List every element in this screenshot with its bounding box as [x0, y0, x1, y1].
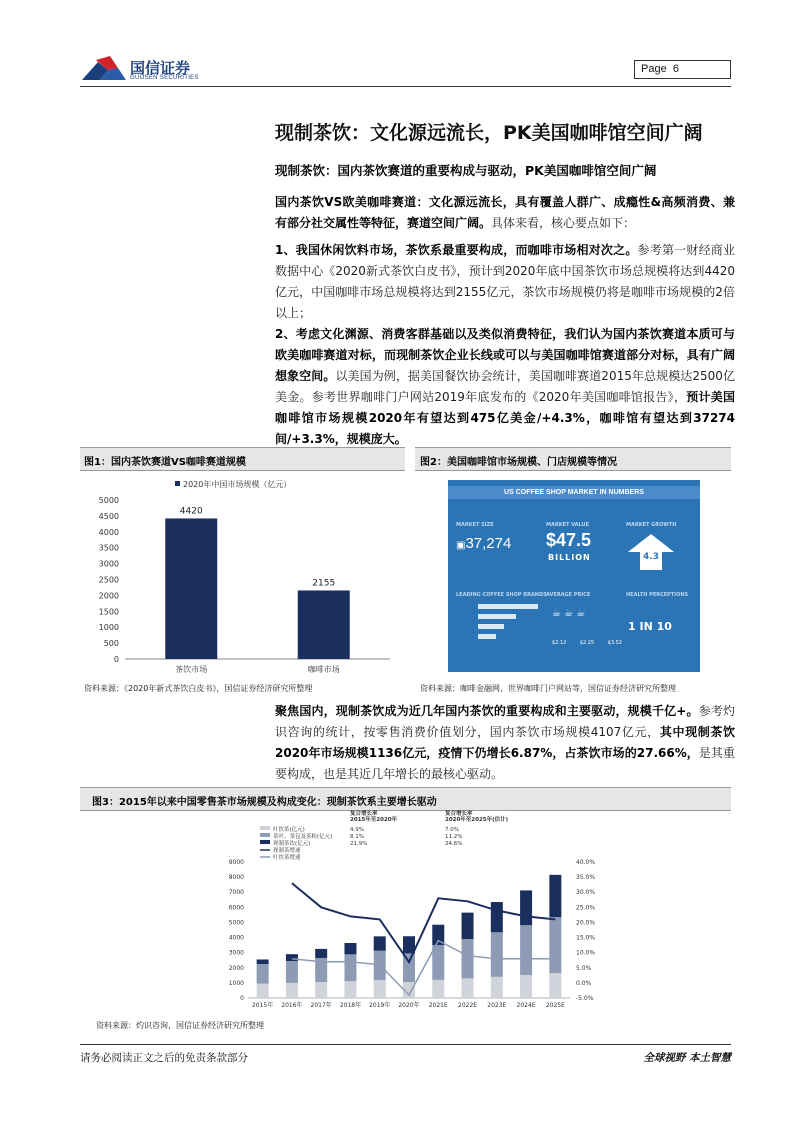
stack-bar-0-3 — [344, 981, 356, 998]
health-label: HEALTH PERCEPTIONS — [626, 592, 689, 598]
legend-label-1: 茶叶、茶包及茶粉(亿元) — [273, 834, 333, 840]
stack-bar-1-6 — [432, 945, 444, 980]
brand-bar-2 — [478, 614, 516, 619]
x-tick-label: 2024E — [516, 1002, 536, 1009]
cagr-value: 24.6% — [445, 841, 463, 847]
y-tick-label: 2500 — [98, 575, 119, 585]
header-rule — [80, 86, 731, 87]
y-tick-label: 2000 — [228, 964, 244, 972]
growth-line-4 — [292, 941, 556, 995]
y-tick-label: 5000 — [228, 919, 244, 927]
fig1-source: 资料来源：《2020年新式茶饮白皮书》，国信证券经济研究所整理 — [84, 684, 313, 693]
y-tick-label: 9000 — [228, 859, 244, 866]
y2-tick-label: 35.0% — [576, 874, 596, 882]
size-value: ▣37,274 — [456, 535, 512, 552]
stack-bar-2-3 — [344, 943, 356, 954]
cagr-value: 4.9% — [350, 827, 364, 833]
stack-bar-1-9 — [520, 925, 532, 975]
value-label: MARKET VALUE — [546, 522, 590, 528]
value-amount: $47.5 — [546, 530, 592, 550]
growth-line-3 — [292, 883, 556, 962]
size-label: MARKET SIZE — [456, 522, 494, 528]
stack-bar-1-7 — [462, 939, 474, 978]
point-1-paragraph: 1、我国休闲饮料市场，茶饮系最重要构成，而咖啡市场相对次之。参考第一财经商业数据中心《2020新式茶饮白皮书》，预计到2020年底中国茶饮市场总规模将达到4420亿元，中国咖啡市场总规模将达到2155亿元，茶饮市场规模仍将是咖啡市场规模的2倍以上； — [275, 243, 735, 320]
price-label: AVERAGE PRICE — [546, 592, 591, 598]
y-tick-label: 5000 — [98, 496, 119, 505]
y-tick-label: 0 — [113, 655, 119, 664]
bar-1 — [298, 590, 350, 659]
bar-value-label: 2155 — [312, 578, 336, 589]
fig3-caption: 图3：2015年以来中国零售茶市场规模及构成变化：现制茶饮系主要增长驱动 — [92, 797, 437, 808]
y-tick-label: 4000 — [228, 934, 244, 942]
y-tick-label: 4000 — [98, 527, 119, 537]
cagr-value: 8.1% — [350, 834, 364, 840]
guosen-logo-icon — [80, 54, 128, 84]
price-values: $2.12 $2.25 $3.52 — [552, 640, 622, 646]
y-tick-label: 1500 — [98, 607, 119, 617]
section-subtitle: 现制茶饮：国内茶饮赛道的重要构成与驱动，PK美国咖啡馆空间广阔 — [275, 163, 657, 178]
fig1-caption: 图1：国内茶饮赛道VS咖啡赛道规模 — [84, 457, 246, 468]
stack-bar-0-10 — [549, 973, 561, 998]
stack-bar-0-0 — [257, 984, 269, 998]
point-2-paragraph: 2、考虑文化渊源、消费客群基础以及类似消费特征，我们认为国内茶饮赛道本质可与欧美咖啡赛道对标，而现制茶饮企业长线或可以与美国咖啡馆赛道部分对标，具有广阔想象空间。以美国为例，据美国餐饮协会统计，美国咖啡赛道2015年总规模达2500亿美金。参考世界咖啡门户网站2019年底发布的《2020年美国咖啡馆报告》，预计美国咖啡馆市场规模2020年有望达到475亿美金/+4.3%，咖啡馆有望达到37274间/+3.3%，规模庞大。 — [275, 327, 735, 446]
legend-swatch — [175, 481, 180, 486]
bar-value-label: 4420 — [179, 506, 203, 517]
y2-tick-label: 20.0% — [576, 919, 596, 927]
y-tick-label: 8000 — [228, 874, 244, 882]
y2-tick-label: 30.0% — [576, 889, 596, 897]
stack-bar-2-10 — [549, 875, 561, 917]
cup-icons: ☕ ☕ ☕ — [552, 608, 586, 619]
stack-bar-2-7 — [462, 913, 474, 939]
y-tick-label: 3000 — [228, 949, 244, 957]
y-tick-label: 0 — [240, 995, 244, 1002]
x-tick-label: 2021E — [428, 1002, 448, 1009]
legend-label: 2020年中国市场规模（亿元） — [183, 480, 292, 489]
legend-swatch-2 — [260, 840, 270, 844]
x-tick-label: 2019年 — [369, 1002, 391, 1009]
fig1-chart — [80, 472, 405, 677]
logo-cn: 国信证券 — [130, 60, 191, 77]
legend-label-4: 叶饮茶增速 — [273, 855, 301, 861]
stack-bar-0-4 — [374, 980, 386, 998]
logo — [80, 54, 210, 84]
logo-en: GUOSEN SECURITIES — [130, 75, 199, 81]
y-tick-label: 7000 — [228, 889, 244, 897]
cagr-header-1: 复合增长率 — [350, 811, 378, 817]
footer-rule — [80, 1044, 731, 1045]
fig3-chart — [210, 810, 620, 1015]
stack-bar-1-1 — [286, 961, 298, 983]
stack-bar-2-8 — [491, 902, 503, 932]
stack-bar-0-8 — [491, 977, 503, 998]
stack-bar-1-8 — [491, 932, 503, 977]
y-tick-label: 1000 — [228, 979, 244, 987]
legend-label-0: 叶饮茶(亿元) — [273, 827, 305, 833]
focus-paragraph: 聚焦国内，现制茶饮成为近几年国内茶饮的重要构成和主要驱动，规模千亿+。参考灼识咨询的统计，按零售消费价值划分，国内茶饮市场规模4107亿元，其中现制茶饮2020年市场规模1136亿元，疫情下仍增长6.87%，占茶饮市场的27.66%，是其重要构成，也是其近几年增长的最核心驱动。 — [275, 704, 735, 781]
stack-bar-2-2 — [315, 949, 327, 958]
cagr-header-2b: 2020年至2025年(估计) — [445, 817, 509, 823]
stack-bar-1-10 — [549, 917, 561, 973]
y-tick-label: 1000 — [98, 623, 119, 633]
stack-bar-1-3 — [344, 954, 356, 981]
growth-label: MARKET GROWTH — [626, 522, 677, 528]
legend-label-2: 现制茶饮(亿元) — [273, 841, 311, 847]
stack-bar-0-7 — [462, 978, 474, 998]
cagr-value: 21.9% — [350, 841, 368, 847]
y-tick-label: 3500 — [98, 543, 119, 553]
y-tick-label: 4500 — [98, 511, 119, 521]
y-tick-label: 3000 — [98, 559, 119, 569]
growth-value: 4.3 — [643, 552, 659, 562]
brand-bar-4 — [478, 634, 496, 639]
cagr-value: 7.0% — [445, 827, 459, 833]
legend-swatch-0 — [260, 826, 270, 830]
y2-tick-label: 0.0% — [576, 979, 592, 987]
stack-bar-2-1 — [286, 954, 298, 961]
cagr-header-2: 复合增长率 — [445, 811, 473, 817]
stack-bar-0-9 — [520, 975, 532, 998]
y2-tick-label: 5.0% — [576, 964, 592, 972]
y-tick-label: 6000 — [228, 904, 244, 912]
stack-bar-0-6 — [432, 980, 444, 998]
brand-bar-3 — [478, 624, 504, 629]
fig3-source: 资料来源：灼识咨询，国信证券经济研究所整理 — [96, 1021, 264, 1030]
y2-tick-label: 40.0% — [576, 859, 596, 866]
stack-bar-0-2 — [315, 982, 327, 998]
y2-tick-label: 10.0% — [576, 949, 596, 957]
x-tick-label: 2020年 — [398, 1002, 420, 1009]
x-tick-label: 2015年 — [251, 1002, 274, 1009]
us-coffee-infographic — [448, 480, 700, 672]
page-number: 6 — [672, 63, 679, 75]
x-tick-label: 2025E — [545, 1002, 565, 1009]
page-title: 现制茶饮：文化源远流长，PK美国咖啡馆空间广阔 — [275, 122, 703, 144]
y2-tick-label: 15.0% — [576, 934, 596, 942]
y-tick-label: 500 — [103, 639, 119, 649]
x-tick-label: 2017年 — [310, 1002, 332, 1009]
y-tick-label: 2000 — [98, 591, 119, 601]
infographic-banner: US COFFEE SHOP MARKET IN NUMBERS — [448, 486, 700, 499]
x-tick-label: 2022E — [458, 1002, 478, 1009]
footer-slogan: 全球视野 本土智慧 — [643, 1052, 731, 1064]
bar-0 — [165, 518, 217, 659]
intro-paragraph: 国内茶饮VS欧美咖啡赛道：文化源远流长，具有覆盖人群广、成瘾性&高频消费、兼有部分社交属性等特征，赛道空间广阔。具体来看，核心要点如下： — [275, 195, 735, 230]
y2-tick-label: -5.0% — [576, 995, 594, 1002]
fig2-source: 资料来源：咖啡金融网、世界咖啡门户网站等，国信证券经济研究所整理 — [420, 684, 676, 693]
brands-label: LEADING COFFEE SHOP BRANDS — [456, 592, 547, 598]
cagr-value: 11.2% — [445, 834, 463, 840]
x-tick-label: 咖啡市场 — [307, 665, 340, 674]
legend-label-3: 现制茶增速 — [273, 848, 301, 854]
fig2-caption: 图2：美国咖啡馆市场规模、门店规模等情况 — [420, 457, 617, 468]
store-icon: ▣ — [456, 540, 466, 551]
brand-bar-1 — [478, 604, 538, 609]
page-indicator: Page 6 — [634, 60, 731, 79]
value-unit: BILLION — [548, 553, 591, 562]
x-tick-label: 茶饮市场 — [175, 665, 208, 674]
y2-tick-label: 25.0% — [576, 904, 596, 912]
footer-disclaimer: 请务必阅读正文之后的免责条款部分 — [80, 1052, 248, 1064]
stack-bar-2-9 — [520, 890, 532, 925]
x-tick-label: 2023E — [487, 1002, 507, 1009]
health-value: 1 IN 10 — [628, 620, 672, 633]
x-tick-label: 2018年 — [339, 1002, 362, 1009]
stack-bar-0-1 — [286, 983, 298, 998]
legend-swatch-1 — [260, 833, 270, 837]
x-tick-label: 2016年 — [281, 1002, 303, 1009]
cagr-header-1b: 2015年至2020年 — [350, 817, 398, 823]
stack-bar-2-0 — [257, 959, 269, 964]
stack-bar-2-4 — [374, 936, 386, 950]
stack-bar-1-0 — [257, 964, 269, 984]
